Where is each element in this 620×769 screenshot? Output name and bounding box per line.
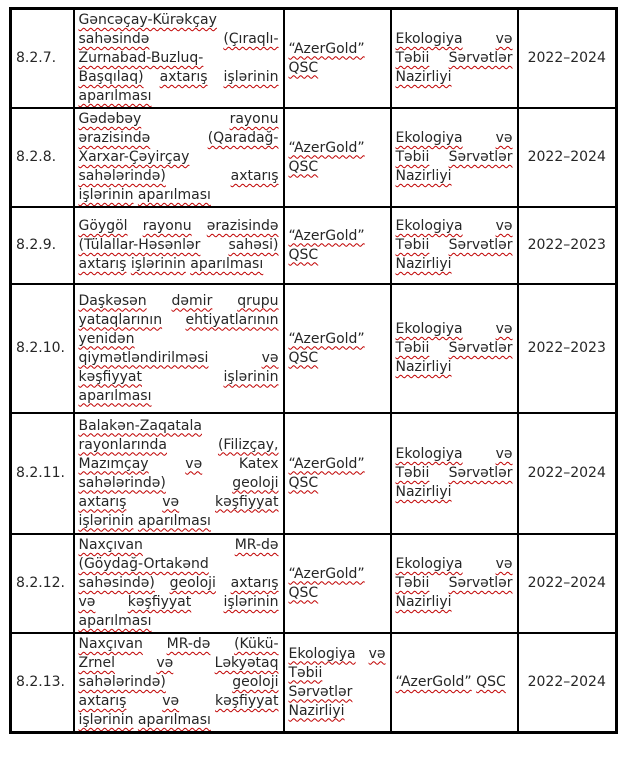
word: MR-də [234, 537, 279, 553]
word: sahəsində [78, 31, 150, 47]
years-cell [518, 284, 617, 413]
word: Gəncəçay-Kürəkçay [78, 12, 217, 28]
word: Naxçıvan [78, 537, 143, 553]
text-line [396, 483, 513, 502]
table-body [11, 9, 617, 733]
word: geoloji [169, 575, 216, 591]
years-cell [518, 108, 617, 207]
word: və [162, 693, 180, 709]
word: və [185, 455, 203, 472]
word: Təbii [395, 575, 430, 591]
word: axtarış [230, 575, 279, 591]
text-line [79, 536, 279, 555]
word: QSC [288, 158, 319, 175]
word: dəmir [171, 292, 213, 309]
word: ərazisində [206, 218, 279, 234]
years-value: 2022–2024 [527, 465, 606, 481]
word: QSC [288, 246, 319, 263]
text-line [289, 158, 386, 177]
row-number: 8.2.9. [16, 237, 57, 253]
text-line [289, 455, 386, 474]
word: işlərinin [78, 712, 134, 728]
table-row [11, 9, 617, 109]
years-value: 2022–2024 [527, 50, 606, 66]
text-line [79, 292, 279, 311]
word: və [156, 655, 174, 671]
activity-description-cell [74, 633, 284, 733]
text-line [79, 68, 279, 87]
word: Təbii [395, 237, 430, 253]
years-cell [518, 413, 617, 534]
years-cell [518, 9, 617, 109]
row-number-cell [11, 9, 74, 109]
text-line [289, 330, 386, 349]
word: Daşkəsən [78, 292, 147, 309]
text-line [79, 110, 279, 129]
text-line [79, 474, 279, 493]
word: Zurnabad-Buzluq- [78, 50, 204, 66]
text-line [79, 673, 279, 692]
text-line [396, 673, 513, 692]
text-line [289, 474, 386, 493]
word: Gədəbəy [78, 111, 142, 127]
word: və [495, 218, 513, 234]
years-value: 2022–2024 [527, 575, 606, 591]
word: Ekologiya [395, 556, 463, 572]
word: Ekologiya [395, 130, 463, 146]
word: aparılması [137, 187, 211, 203]
text-line [289, 139, 386, 158]
word: axtarış [78, 693, 127, 709]
row-number: 8.2.8. [16, 149, 57, 165]
word: işlərinin [223, 594, 279, 610]
co-executor-cell [391, 108, 518, 207]
word: qrupu [237, 292, 279, 309]
word: axtarış [230, 168, 279, 184]
executor-cell [284, 633, 391, 733]
word: Göygöl [78, 218, 128, 234]
word: Ekologiya [395, 321, 463, 337]
word: və [162, 493, 180, 510]
word: sahələrində) [78, 168, 166, 184]
text-line [79, 49, 279, 68]
word: axtarış [78, 256, 127, 272]
word: aparılması [78, 387, 152, 404]
years-value: 2022–2024 [527, 149, 606, 165]
years-value: 2022–2024 [527, 674, 606, 690]
word: aparılması [78, 613, 152, 629]
text-line [79, 255, 279, 274]
text-line [289, 664, 386, 683]
word: aparılması [137, 712, 211, 728]
activities-table [9, 7, 618, 734]
table-row [11, 207, 617, 284]
word: Başqılaq) [78, 69, 144, 85]
text-line [396, 30, 513, 49]
word: kəşfiyyat [215, 493, 279, 510]
text-line [79, 129, 279, 148]
text-line [289, 683, 386, 702]
activity-description-cell [74, 284, 284, 413]
activity-description-cell [74, 534, 284, 633]
word: Ekologiya [395, 446, 463, 462]
word: Sərvətlər [448, 237, 513, 253]
co-executor-cell [391, 633, 518, 733]
word: Nazirliyi [395, 69, 452, 85]
table-row [11, 108, 617, 207]
text-line [79, 574, 279, 593]
word: geoloji [232, 674, 279, 690]
text-line [79, 635, 279, 654]
word: Naxçıvan [78, 636, 143, 652]
years-cell [518, 534, 617, 633]
text-line [289, 565, 386, 584]
word: sahələrində) [78, 474, 166, 491]
word: ərazisində [78, 130, 151, 146]
activity-description-cell [74, 413, 284, 534]
text-line [79, 30, 279, 49]
text-line [79, 692, 279, 711]
co-executor-cell [391, 284, 518, 413]
word: “AzerGold” [288, 139, 365, 156]
row-number-cell [11, 108, 74, 207]
text-line [396, 445, 513, 464]
executor-cell [284, 207, 391, 284]
text-line [79, 612, 279, 631]
word: işlərinin [130, 256, 186, 272]
word: və [261, 349, 279, 366]
word: Mazımçay [78, 455, 149, 472]
word: Təbii [395, 149, 430, 165]
text-line [79, 512, 279, 531]
word: Sərvətlər [448, 149, 513, 165]
text-line [79, 167, 279, 186]
text-line [396, 339, 513, 358]
word: kəşfiyyat [78, 368, 142, 385]
word: Sərvətlər [448, 340, 513, 356]
word: qiymətləndirilməsi [78, 349, 209, 366]
word: axtarış [78, 493, 127, 510]
word: rayonu [142, 218, 192, 234]
text-line [289, 40, 386, 59]
row-number-cell [11, 534, 74, 633]
text-line [79, 330, 279, 349]
activity-description-cell [74, 108, 284, 207]
word: işlərinin [78, 187, 134, 203]
word: “AzerGold” [288, 565, 365, 582]
row-number-cell [11, 207, 74, 284]
years-cell [518, 633, 617, 733]
word: Təbii [288, 664, 323, 681]
text-line [289, 227, 386, 246]
text-line [79, 493, 279, 512]
row-number-cell [11, 284, 74, 413]
activity-description-cell [74, 9, 284, 109]
word: Zrnel [78, 655, 115, 671]
text-line [396, 49, 513, 68]
word: sahəsində) [78, 575, 155, 591]
text-line [396, 358, 513, 377]
word: (Göydağ-Ortakənd [78, 556, 209, 572]
word: kəşfiyyat [215, 693, 279, 709]
row-number: 8.2.13. [16, 674, 65, 690]
text-line [289, 246, 386, 265]
text-line [396, 555, 513, 574]
word: (Tülallar-Həsənlər [78, 237, 201, 253]
table-row [11, 534, 617, 633]
text-line [79, 368, 279, 387]
word: “AzerGold” [288, 330, 365, 347]
word: və [368, 645, 386, 662]
text-line [396, 236, 513, 255]
text-line [79, 349, 279, 368]
text-line [396, 255, 513, 274]
word: “AzerGold” [395, 674, 472, 690]
word: Ekologiya [288, 645, 356, 662]
text-line [289, 349, 386, 368]
text-line [396, 320, 513, 339]
word: ehtiyatlarının [185, 311, 279, 328]
text-line [79, 87, 279, 106]
word: rayonlarında [78, 436, 168, 453]
text-line [79, 593, 279, 612]
row-number-cell [11, 413, 74, 534]
text-line [289, 584, 386, 603]
text-line [79, 555, 279, 574]
word: QSC [476, 674, 506, 690]
row-number: 8.2.11. [16, 465, 65, 481]
table-row [11, 284, 617, 413]
word: Sərvətlər [448, 465, 513, 481]
word: kəşfiyyat [127, 594, 192, 610]
word: işlərinin [78, 512, 134, 529]
word: Ekologiya [395, 31, 463, 47]
text-line [289, 645, 386, 664]
word: aparılması [190, 256, 264, 272]
text-line [79, 236, 279, 255]
word: və [495, 556, 513, 572]
word: sahələrində) [78, 674, 166, 690]
word: aparılması [78, 88, 152, 104]
word: Xarxar-Çəyirçay [78, 149, 190, 165]
text-line [79, 148, 279, 167]
word: QSC [288, 584, 319, 601]
word: və [495, 31, 513, 47]
word: işlərinin [223, 368, 279, 385]
co-executor-cell [391, 413, 518, 534]
text-line [289, 702, 386, 721]
word: “AzerGold” [288, 455, 365, 472]
word: və [495, 130, 513, 146]
word: işlərinin [223, 69, 279, 85]
text-line [79, 711, 279, 730]
word: yenidən [78, 330, 135, 347]
word: Təbii [395, 50, 430, 66]
word: Nazirliyi [395, 256, 452, 272]
text-line [79, 387, 279, 406]
years-value: 2022–2023 [527, 237, 606, 253]
word: Katex [238, 455, 279, 472]
row-number-cell [11, 633, 74, 733]
text-line [79, 11, 279, 30]
text-line [396, 217, 513, 236]
word: Nazirliyi [395, 594, 452, 610]
text-line [396, 167, 513, 186]
text-line [79, 654, 279, 673]
text-line [396, 593, 513, 612]
text-line [396, 148, 513, 167]
executor-cell [284, 284, 391, 413]
word: Təbii [395, 465, 430, 481]
years-cell [518, 207, 617, 284]
co-executor-cell [391, 9, 518, 109]
table-row [11, 413, 617, 534]
row-number: 8.2.10. [16, 340, 65, 356]
word: və [495, 321, 513, 337]
word: Nazirliyi [395, 359, 452, 375]
word: (Qaradağ- [207, 130, 279, 146]
executor-cell [284, 413, 391, 534]
activity-description-cell [74, 207, 284, 284]
row-number: 8.2.12. [16, 575, 65, 591]
executor-cell [284, 9, 391, 109]
years-value: 2022–2023 [527, 340, 606, 356]
word: Ekologiya [395, 218, 463, 234]
text-line [79, 311, 279, 330]
text-line [396, 68, 513, 87]
word: rayonu [229, 111, 279, 127]
word: axtarış [159, 69, 208, 85]
word: yataqlarının [78, 311, 163, 328]
table-row [11, 633, 617, 733]
text-line [396, 574, 513, 593]
row-number: 8.2.7. [16, 50, 57, 66]
word: Sərvətlər [448, 575, 513, 591]
text-line [396, 464, 513, 483]
text-line [79, 436, 279, 455]
word: Təbii [395, 340, 430, 356]
word: aparılması [137, 512, 211, 529]
word: “AzerGold” [288, 40, 365, 57]
word: QSC [288, 349, 319, 366]
co-executor-cell [391, 207, 518, 284]
word: QSC [288, 59, 319, 76]
word: Nazirliyi [395, 168, 452, 184]
word: sahəsi) [228, 237, 279, 253]
word: Ləkyətaq [214, 655, 279, 671]
co-executor-cell [391, 534, 518, 633]
text-line [396, 129, 513, 148]
word: Nazirliyi [288, 702, 345, 719]
text-line [79, 455, 279, 474]
word: “AzerGold” [288, 227, 365, 244]
word: və [78, 594, 96, 610]
word: QSC [288, 474, 319, 491]
word: (Kükü- [234, 636, 279, 652]
text-line [289, 59, 386, 78]
word: və [495, 446, 513, 462]
word: Sərvətlər [288, 683, 353, 700]
word: (Filizçay, [217, 436, 279, 453]
text-line [79, 217, 279, 236]
word: Balakən-Zaqatala [78, 417, 202, 434]
executor-cell [284, 108, 391, 207]
word: (Çıraqlı- [223, 31, 279, 47]
text-line [79, 417, 279, 436]
text-line [79, 186, 279, 205]
word: geoloji [232, 474, 279, 491]
executor-cell [284, 534, 391, 633]
word: Sərvətlər [448, 50, 513, 66]
word: Nazirliyi [395, 484, 452, 500]
word: MR-də [166, 636, 211, 652]
